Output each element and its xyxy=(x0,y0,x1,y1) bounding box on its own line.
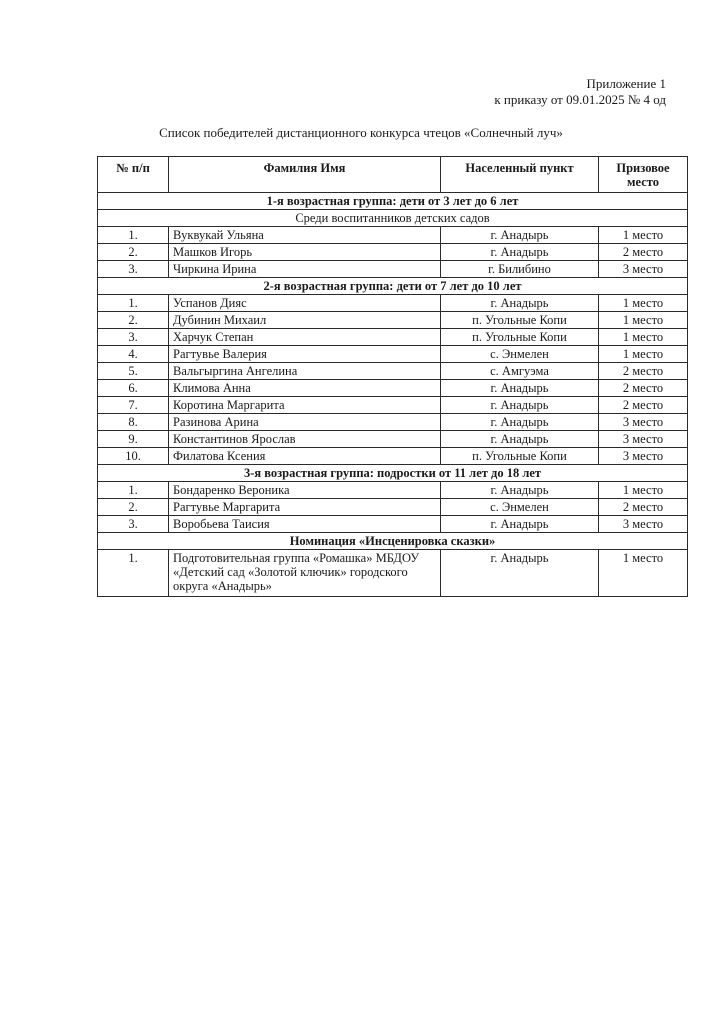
cell-place: 1 место xyxy=(599,295,688,312)
cell-place: 1 место xyxy=(599,550,688,597)
table-row xyxy=(98,295,688,312)
header-name: Фамилия Имя xyxy=(169,157,441,193)
cell-num: 8. xyxy=(98,414,169,431)
cell-place: 3 место xyxy=(599,448,688,465)
cell-city: г. Анадырь xyxy=(441,516,599,533)
cell-city: г. Анадырь xyxy=(441,244,599,261)
cell-place: 1 место xyxy=(599,227,688,244)
table-row xyxy=(98,312,688,329)
cell-name: Харчук Степан xyxy=(169,329,441,346)
table-row xyxy=(98,499,688,516)
annex-line-2: к приказу от 09.01.2025 № 4 од xyxy=(494,92,666,107)
cell-name: Воробьева Таисия xyxy=(169,516,441,533)
annex-line-1: Приложение 1 xyxy=(586,76,666,91)
cell-name: Филатова Ксения xyxy=(169,448,441,465)
annex-header xyxy=(494,76,666,108)
header-place: Призовое место xyxy=(599,157,688,193)
table-row xyxy=(98,482,688,499)
group-2-title: 2-я возрастная группа: дети от 7 лет до 10 лет xyxy=(98,278,688,295)
cell-city: г. Анадырь xyxy=(441,295,599,312)
cell-city: г. Анадырь xyxy=(441,550,599,597)
cell-name: Вуквукай Ульяна xyxy=(169,227,441,244)
cell-city: г. Билибино xyxy=(441,261,599,278)
cell-place: 2 место xyxy=(599,244,688,261)
table-row xyxy=(98,380,688,397)
table-row xyxy=(98,516,688,533)
section-row xyxy=(98,533,688,550)
cell-name: Успанов Дияс xyxy=(169,295,441,312)
cell-name: Коротина Маргарита xyxy=(169,397,441,414)
cell-num: 1. xyxy=(98,295,169,312)
cell-num: 6. xyxy=(98,380,169,397)
table-row xyxy=(98,261,688,278)
group-3-title: 3-я возрастная группа: подростки от 11 лет до 18 лет xyxy=(98,465,688,482)
cell-num: 3. xyxy=(98,516,169,533)
cell-name: Машков Игорь xyxy=(169,244,441,261)
cell-num: 3. xyxy=(98,329,169,346)
cell-place: 1 место xyxy=(599,312,688,329)
cell-num: 1. xyxy=(98,227,169,244)
cell-num: 2. xyxy=(98,499,169,516)
cell-name: Константинов Ярослав xyxy=(169,431,441,448)
cell-city: г. Анадырь xyxy=(441,380,599,397)
table-row xyxy=(98,550,688,597)
table-row xyxy=(98,329,688,346)
document-title: Список победителей дистанционного конкурса чтецов «Солнечный луч» xyxy=(159,125,563,140)
cell-city: г. Анадырь xyxy=(441,431,599,448)
cell-name: Климова Анна xyxy=(169,380,441,397)
table-row xyxy=(98,346,688,363)
cell-name: Вальгыргина Ангелина xyxy=(169,363,441,380)
cell-name: Бондаренко Вероника xyxy=(169,482,441,499)
cell-city: с. Амгуэма xyxy=(441,363,599,380)
cell-place: 3 место xyxy=(599,431,688,448)
cell-city: г. Анадырь xyxy=(441,397,599,414)
cell-num: 5. xyxy=(98,363,169,380)
cell-place: 3 место xyxy=(599,516,688,533)
table-row xyxy=(98,397,688,414)
section-row xyxy=(98,278,688,295)
table-row xyxy=(98,227,688,244)
group-1-subtitle: Среди воспитанников детских садов xyxy=(98,210,688,227)
table-header-row xyxy=(98,157,688,193)
table-row xyxy=(98,431,688,448)
cell-place: 1 место xyxy=(599,346,688,363)
cell-city: г. Анадырь xyxy=(441,227,599,244)
cell-name: Рагтувье Валерия xyxy=(169,346,441,363)
cell-name: Чиркина Ирина xyxy=(169,261,441,278)
cell-place: 2 место xyxy=(599,363,688,380)
subsection-row xyxy=(98,210,688,227)
cell-city: с. Энмелен xyxy=(441,499,599,516)
cell-num: 10. xyxy=(98,448,169,465)
cell-place: 1 место xyxy=(599,482,688,499)
cell-place: 1 место xyxy=(599,329,688,346)
cell-num: 3. xyxy=(98,261,169,278)
table-row xyxy=(98,244,688,261)
section-row xyxy=(98,193,688,210)
cell-num: 1. xyxy=(98,482,169,499)
cell-place: 2 место xyxy=(599,397,688,414)
cell-name: Рагтувье Маргарита xyxy=(169,499,441,516)
cell-city: г. Анадырь xyxy=(441,482,599,499)
cell-num: 9. xyxy=(98,431,169,448)
cell-name: Подготовительная группа «Ромашка» МБДОУ «Детский сад «Золотой ключик» городского округа «Анадырь» xyxy=(169,550,441,597)
header-city: Населенный пункт xyxy=(441,157,599,193)
cell-place: 2 место xyxy=(599,499,688,516)
cell-name: Дубинин Михаил xyxy=(169,312,441,329)
cell-num: 7. xyxy=(98,397,169,414)
cell-city: п. Угольные Копи xyxy=(441,312,599,329)
cell-num: 1. xyxy=(98,550,169,597)
table-row xyxy=(98,448,688,465)
cell-place: 3 место xyxy=(599,414,688,431)
cell-num: 2. xyxy=(98,312,169,329)
table-row xyxy=(98,414,688,431)
cell-city: г. Анадырь xyxy=(441,414,599,431)
group-1-title: 1-я возрастная группа: дети от 3 лет до 6 лет xyxy=(98,193,688,210)
cell-city: п. Угольные Копи xyxy=(441,329,599,346)
cell-city: п. Угольные Копи xyxy=(441,448,599,465)
cell-name: Разинова Арина xyxy=(169,414,441,431)
cell-place: 3 место xyxy=(599,261,688,278)
cell-num: 4. xyxy=(98,346,169,363)
cell-place: 2 место xyxy=(599,380,688,397)
header-num: № п/п xyxy=(98,157,169,193)
winners-table xyxy=(97,156,688,597)
cell-num: 2. xyxy=(98,244,169,261)
cell-city: с. Энмелен xyxy=(441,346,599,363)
nomination-title: Номинация «Инсценировка сказки» xyxy=(98,533,688,550)
section-row xyxy=(98,465,688,482)
table-row xyxy=(98,363,688,380)
